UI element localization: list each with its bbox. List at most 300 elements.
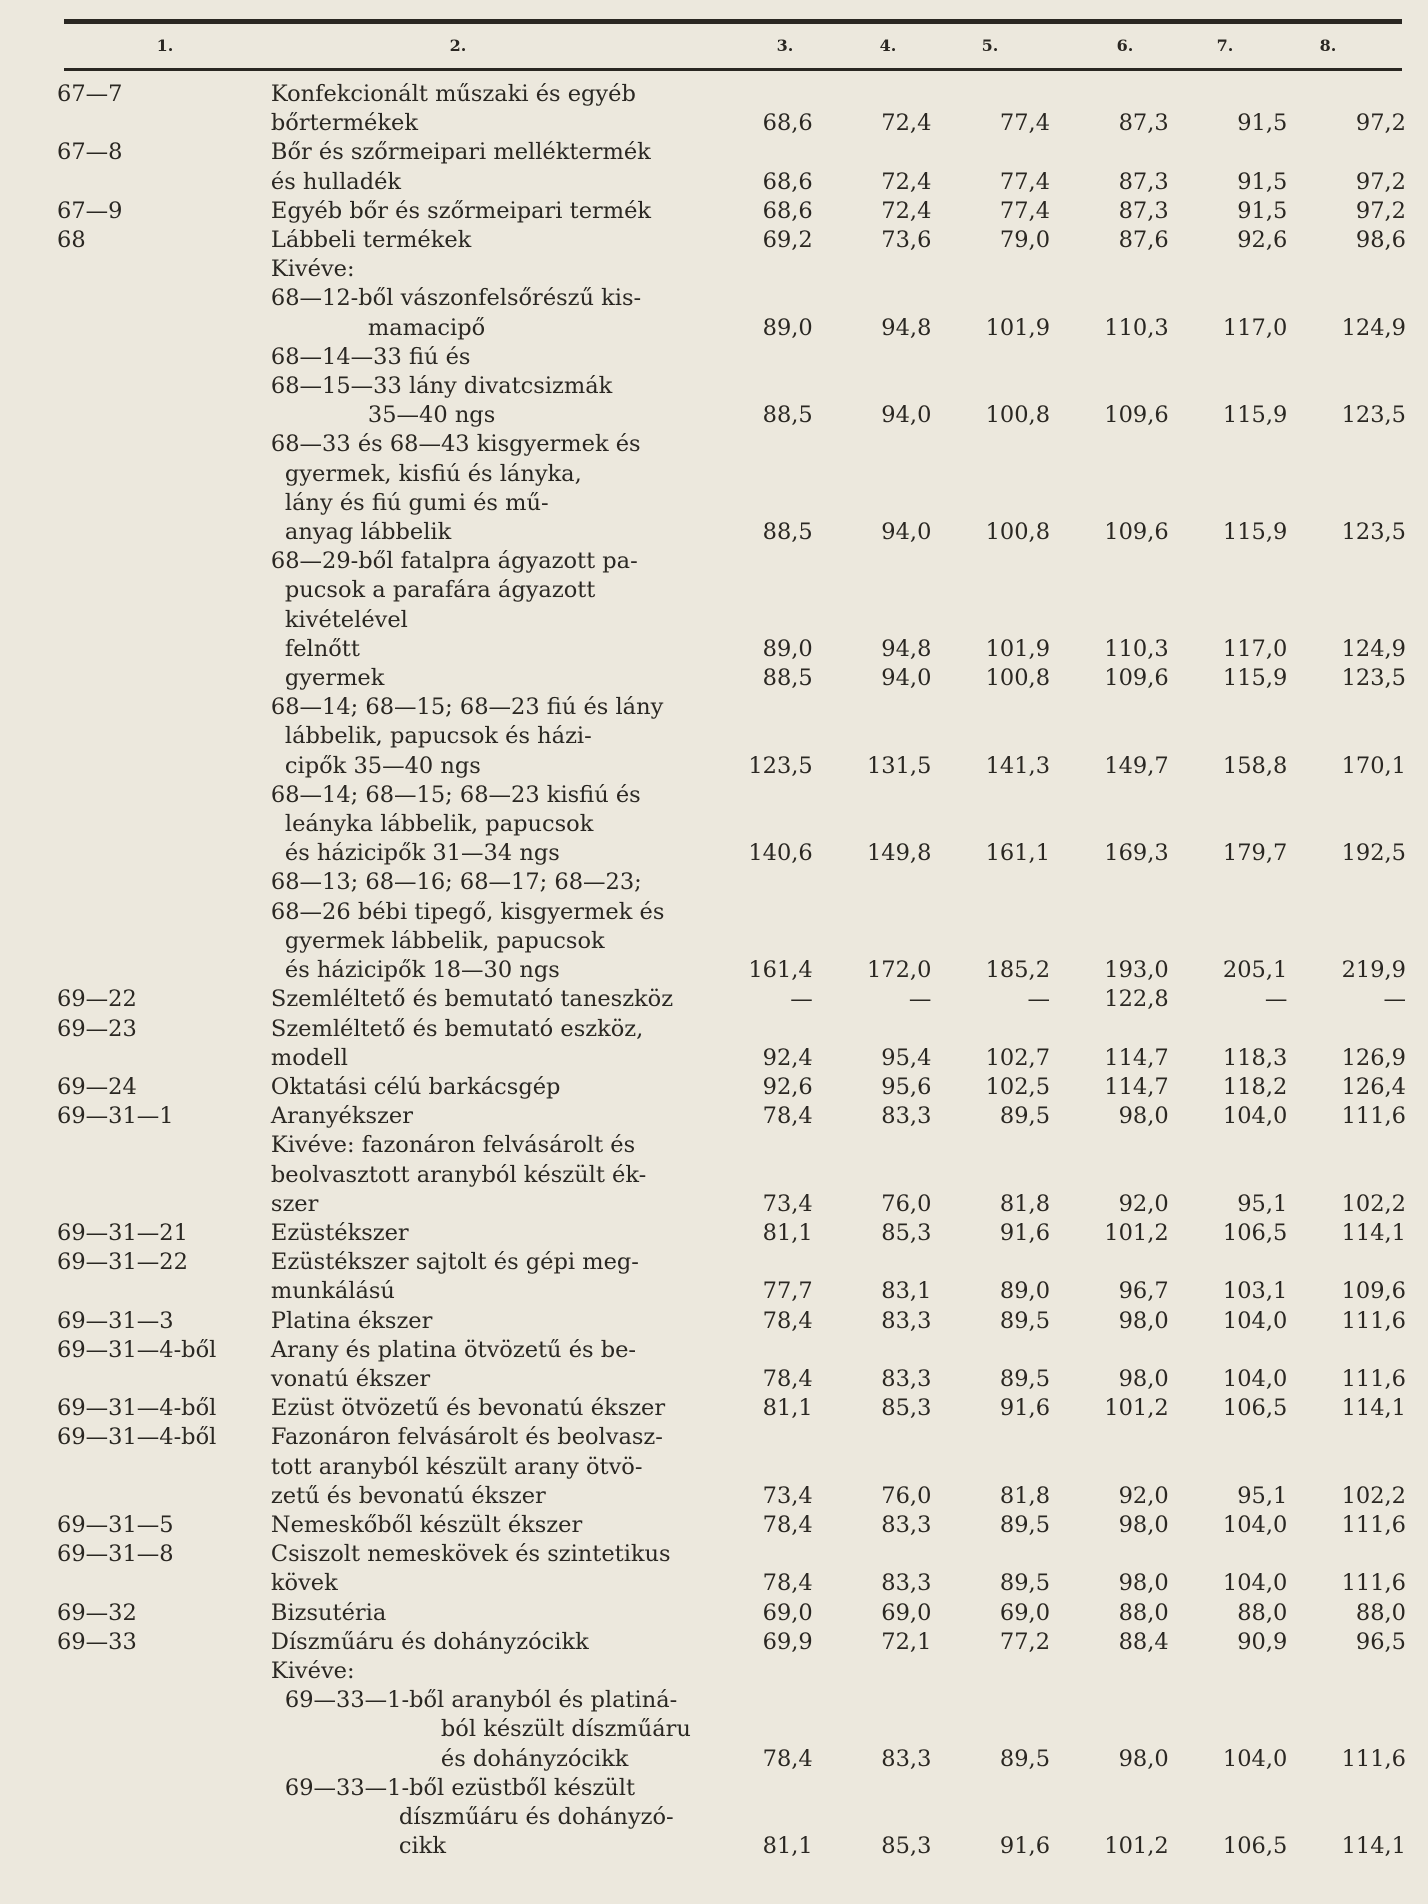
value-col-6: 96,7: [1118, 1278, 1169, 1305]
value-col-5: [953, 810, 1072, 839]
value-col-5: [953, 606, 1072, 635]
value-col-7: [1191, 1540, 1310, 1569]
value-col-5: 81,8: [999, 1190, 1051, 1217]
value-col-8: [1309, 1248, 1428, 1277]
value-col-8: 123,5: [1341, 665, 1406, 692]
value-col-8: [1309, 576, 1428, 605]
value-col-7: 104,0: [1222, 1307, 1288, 1334]
value-col-7: 106,5: [1222, 1395, 1288, 1422]
item-description: 68—29-ből fatalpra ágyazott pa-: [270, 548, 638, 575]
value-col-3: [716, 372, 835, 401]
item-description: Aranyékszer: [270, 1103, 413, 1130]
item-code: [0, 1686, 267, 1715]
item-description: lábbelik, papucsok és házi-: [284, 723, 592, 750]
item-code: [0, 1190, 267, 1219]
value-col-3: [716, 1161, 835, 1190]
value-col-4: 73,6: [881, 227, 932, 254]
value-col-7: 95,1: [1237, 1190, 1288, 1217]
item-code: 69—23: [57, 1015, 137, 1042]
value-col-4: 85,3: [881, 1395, 932, 1422]
item-code: 69—31—1: [57, 1103, 174, 1130]
item-code: [0, 547, 267, 576]
item-description: Ezüstékszer sajtolt és gépi meg-: [270, 1249, 639, 1276]
table-row: [0, 1336, 1428, 1365]
value-col-5: 102,7: [985, 1044, 1051, 1071]
item-description-cell: [267, 1248, 716, 1277]
value-col-4: [835, 430, 954, 459]
value-col-7: [1191, 1248, 1310, 1277]
value-col-7: 92,6: [1237, 227, 1288, 254]
value-col-8: [1309, 489, 1428, 518]
item-description-cell: [267, 1803, 716, 1832]
item-description-cell: [267, 606, 716, 635]
item-description-cell: [267, 1102, 716, 1131]
value-col-3: 69,0: [762, 1599, 813, 1626]
table-row: [0, 1365, 1428, 1394]
value-col-4: 83,3: [881, 1745, 932, 1772]
item-description: pucsok a parafára ágyazott: [284, 577, 596, 604]
value-col-7: 118,2: [1222, 1073, 1288, 1100]
item-description: és házicipők 31—34 ngs: [284, 840, 560, 867]
table-row: [0, 985, 1428, 1014]
value-col-6: [1072, 284, 1191, 313]
table-row: [0, 956, 1428, 985]
item-code: [0, 839, 267, 868]
value-col-8: 111,6: [1341, 1365, 1406, 1392]
item-description: Oktatási célú barkácsgép: [270, 1073, 561, 1100]
value-col-3: 81,1: [762, 1219, 813, 1246]
item-code: [0, 460, 267, 489]
value-col-5: 89,0: [999, 1278, 1051, 1305]
item-description: Ezüstékszer: [270, 1219, 409, 1246]
value-col-6: 193,0: [1104, 957, 1169, 984]
table-row: [0, 810, 1428, 839]
value-col-4: [835, 1657, 954, 1686]
value-col-8: 114,1: [1341, 1833, 1406, 1860]
value-col-6: [1072, 430, 1191, 459]
item-code: [0, 255, 267, 284]
item-description: Nemeskőből készült ékszer: [270, 1511, 583, 1538]
value-col-7: [1191, 868, 1310, 897]
value-col-5: 77,4: [999, 168, 1051, 195]
value-col-4: 131,5: [866, 752, 932, 779]
value-col-8: [1309, 781, 1428, 810]
table-row: [0, 1540, 1428, 1569]
value-col-3: 81,1: [762, 1395, 813, 1422]
value-col-4: 83,1: [881, 1278, 932, 1305]
item-description: Ezüst ötvözetű és bevonatú ékszer: [270, 1395, 666, 1422]
table-row: [0, 1015, 1428, 1044]
value-col-6: 122,8: [1104, 986, 1169, 1013]
table-row: [0, 197, 1428, 226]
value-col-3: 89,0: [762, 314, 813, 341]
value-col-8: [1309, 430, 1428, 459]
item-description: gyermek: [284, 665, 385, 692]
value-col-7: 115,9: [1222, 519, 1288, 546]
value-col-7: [1191, 489, 1310, 518]
item-description-cell: [267, 284, 716, 313]
value-col-5: 77,4: [999, 197, 1051, 224]
item-description: 69—33—1-ből ezüstből készült: [284, 1774, 636, 1801]
item-description-cell: [267, 1190, 716, 1219]
value-col-8: 219,9: [1341, 957, 1406, 984]
value-col-7: 88,0: [1237, 1599, 1288, 1626]
value-col-8: [1309, 1453, 1428, 1482]
value-col-5: 89,5: [999, 1365, 1051, 1392]
value-col-8: 97,2: [1355, 197, 1406, 224]
item-description-cell: [267, 401, 716, 430]
value-col-6: [1072, 343, 1191, 372]
value-col-6: 149,7: [1104, 752, 1169, 779]
item-code: [0, 1657, 267, 1686]
item-description-cell: [267, 1073, 716, 1102]
value-col-6: [1072, 722, 1191, 751]
value-col-5: [953, 868, 1072, 897]
table-row: [0, 168, 1428, 197]
value-col-7: 205,1: [1222, 957, 1288, 984]
value-col-3: 78,4: [762, 1103, 813, 1130]
value-col-5: [953, 1336, 1072, 1365]
item-description: 68—13; 68—16; 68—17; 68—23;: [270, 869, 642, 896]
item-description: és házicipők 18—30 ngs: [284, 957, 560, 984]
value-col-4: [835, 898, 954, 927]
value-col-7: 104,0: [1222, 1365, 1288, 1392]
column-header-7: 7.: [1216, 36, 1234, 55]
value-col-7: 179,7: [1222, 840, 1288, 867]
value-col-8: [1309, 547, 1428, 576]
table-row: [0, 1569, 1428, 1598]
value-col-7: [1191, 1774, 1310, 1803]
value-col-8: 124,9: [1341, 635, 1406, 662]
value-col-3: 123,5: [748, 752, 813, 779]
item-description: Konfekcionált műszaki és egyéb: [270, 81, 636, 107]
item-description: Fazonáron felvásárolt és beolvasz-: [270, 1424, 663, 1451]
value-col-5: 77,2: [999, 1628, 1051, 1655]
value-col-8: [1309, 868, 1428, 897]
table-row: [0, 284, 1428, 313]
value-col-8: 96,5: [1355, 1628, 1406, 1655]
item-description-cell: [267, 1599, 716, 1628]
value-col-6: [1072, 810, 1191, 839]
value-col-4: 85,3: [881, 1219, 932, 1246]
value-col-7: 91,5: [1237, 110, 1288, 137]
value-col-5: 100,8: [985, 402, 1051, 429]
value-col-6: 98,0: [1118, 1365, 1169, 1392]
item-description: 69—33—1-ből aranyból és platiná-: [284, 1687, 678, 1714]
item-code: [0, 109, 267, 138]
value-col-8: [1309, 460, 1428, 489]
value-col-4: 83,3: [881, 1570, 932, 1597]
item-code: 69—31—4-ből: [57, 1424, 217, 1451]
value-col-7: 104,0: [1222, 1511, 1288, 1538]
item-description: lány és fiú gumi és mű-: [284, 489, 549, 516]
item-description-cell: [267, 1336, 716, 1365]
value-col-7: —: [1264, 986, 1288, 1013]
value-col-6: [1072, 138, 1191, 167]
item-code: [0, 1453, 267, 1482]
value-col-5: 77,4: [999, 110, 1051, 137]
value-col-7: 91,5: [1237, 168, 1288, 195]
item-description-cell: [267, 898, 716, 927]
item-description: 35—40 ngs: [367, 402, 496, 429]
value-col-8: [1309, 606, 1428, 635]
value-col-6: 87,3: [1118, 110, 1169, 137]
value-col-6: [1072, 1131, 1191, 1160]
value-col-4: 149,8: [866, 840, 932, 867]
item-description-cell: [267, 255, 716, 284]
table-row: [0, 693, 1428, 722]
table-row: [0, 1745, 1428, 1774]
table-row: [0, 664, 1428, 693]
value-col-3: [716, 430, 835, 459]
item-description-cell: [267, 168, 716, 197]
value-col-8: 97,2: [1355, 110, 1406, 137]
item-code: [0, 372, 267, 401]
value-col-4: [835, 80, 954, 109]
value-col-4: [835, 1015, 954, 1044]
item-description-cell: [267, 1423, 716, 1452]
value-col-5: [953, 372, 1072, 401]
value-col-4: [835, 138, 954, 167]
value-col-6: [1072, 489, 1191, 518]
column-header-2: 2.: [449, 36, 467, 55]
table-row: [0, 898, 1428, 927]
value-col-7: [1191, 606, 1310, 635]
table-row: [0, 752, 1428, 781]
table-row: [0, 781, 1428, 810]
value-col-5: [953, 138, 1072, 167]
value-col-3: [716, 576, 835, 605]
value-col-5: 81,8: [999, 1482, 1051, 1509]
item-description: gyermek lábbelik, papucsok: [284, 927, 605, 954]
table-row: [0, 343, 1428, 372]
value-col-4: [835, 1686, 954, 1715]
value-col-3: 78,4: [762, 1365, 813, 1392]
table-row: [0, 401, 1428, 430]
value-col-7: [1191, 1336, 1310, 1365]
item-description: szer: [270, 1190, 319, 1217]
value-col-6: [1072, 576, 1191, 605]
item-code: [0, 606, 267, 635]
value-col-4: 94,0: [881, 402, 932, 429]
item-code: 67—8: [57, 139, 123, 166]
value-col-4: 94,8: [881, 635, 932, 662]
value-col-7: [1191, 284, 1310, 313]
value-col-4: 85,3: [881, 1833, 932, 1860]
table-row: [0, 1657, 1428, 1686]
value-col-3: [716, 1423, 835, 1452]
value-col-7: [1191, 1453, 1310, 1482]
value-col-4: 72,1: [881, 1628, 932, 1655]
value-col-4: [835, 576, 954, 605]
item-code: [0, 1044, 267, 1073]
value-col-5: 91,6: [999, 1833, 1051, 1860]
item-code: 69—31—4-ből: [57, 1336, 217, 1363]
item-code: [0, 1131, 267, 1160]
value-col-4: 72,4: [881, 168, 932, 195]
table-row: [0, 314, 1428, 343]
item-description-cell: [267, 372, 716, 401]
value-col-7: [1191, 255, 1310, 284]
item-description-cell: [267, 1745, 716, 1774]
item-description-cell: [267, 1044, 716, 1073]
value-col-4: [835, 1248, 954, 1277]
value-col-8: [1309, 722, 1428, 751]
value-col-6: 101,2: [1104, 1833, 1169, 1860]
item-code: [0, 1832, 267, 1861]
value-col-6: 98,0: [1118, 1103, 1169, 1130]
value-col-5: [953, 284, 1072, 313]
value-col-7: [1191, 898, 1310, 927]
table-row: [0, 1803, 1428, 1832]
value-col-7: [1191, 1423, 1310, 1452]
value-col-5: [953, 722, 1072, 751]
table-row: [0, 1686, 1428, 1715]
value-col-6: [1072, 1248, 1191, 1277]
value-col-4: 76,0: [881, 1482, 932, 1509]
value-col-8: [1309, 372, 1428, 401]
value-col-4: [835, 781, 954, 810]
value-col-5: [953, 80, 1072, 109]
value-col-7: [1191, 138, 1310, 167]
value-col-8: 111,6: [1341, 1103, 1406, 1130]
item-description-cell: [267, 460, 716, 489]
value-col-8: [1309, 810, 1428, 839]
item-code: [0, 1569, 267, 1598]
item-description: modell: [270, 1044, 348, 1071]
value-col-3: 140,6: [748, 840, 813, 867]
item-description-cell: [267, 1628, 716, 1657]
value-col-7: [1191, 781, 1310, 810]
value-col-3: [716, 343, 835, 372]
item-description: 68—14—33 fiú és: [270, 343, 471, 370]
value-col-3: [716, 138, 835, 167]
value-col-3: [716, 1803, 835, 1832]
value-col-7: [1191, 80, 1310, 109]
value-col-5: 89,5: [999, 1307, 1051, 1334]
item-code: 69—22: [57, 986, 137, 1013]
value-col-3: 89,0: [762, 635, 813, 662]
value-col-7: 104,0: [1222, 1103, 1288, 1130]
item-code: [0, 956, 267, 985]
value-col-3: 88,5: [762, 519, 813, 546]
value-col-3: [716, 1453, 835, 1482]
item-description: leányka lábbelik, papucsok: [284, 811, 594, 838]
value-col-4: 83,3: [881, 1103, 932, 1130]
table-row: [0, 1073, 1428, 1102]
value-col-3: [716, 810, 835, 839]
value-col-3: [716, 1131, 835, 1160]
value-col-3: 77,7: [762, 1278, 813, 1305]
table-row: [0, 1044, 1428, 1073]
item-description-cell: [267, 1657, 716, 1686]
item-code: [0, 1482, 267, 1511]
value-col-6: [1072, 606, 1191, 635]
value-col-5: [953, 547, 1072, 576]
value-col-8: 126,9: [1341, 1044, 1406, 1071]
value-col-3: [716, 606, 835, 635]
item-code: 69—31—22: [57, 1249, 188, 1276]
value-col-6: 101,2: [1104, 1395, 1169, 1422]
value-col-6: 98,0: [1118, 1511, 1169, 1538]
table-row: [0, 1511, 1428, 1540]
value-col-6: [1072, 1540, 1191, 1569]
value-col-3: [716, 460, 835, 489]
table-row: [0, 927, 1428, 956]
value-col-8: [1309, 927, 1428, 956]
value-col-7: 104,0: [1222, 1570, 1288, 1597]
value-col-8: 109,6: [1341, 1278, 1406, 1305]
table-row: [0, 460, 1428, 489]
value-col-8: 111,6: [1341, 1511, 1406, 1538]
item-description-cell: [267, 1569, 716, 1598]
value-col-4: [835, 1336, 954, 1365]
value-col-3: 92,6: [762, 1073, 813, 1100]
value-col-3: [716, 1774, 835, 1803]
item-description-cell: [267, 1686, 716, 1715]
value-col-3: [716, 781, 835, 810]
value-col-8: 124,9: [1341, 314, 1406, 341]
value-col-7: 115,9: [1222, 402, 1288, 429]
value-col-4: [835, 1540, 954, 1569]
value-col-5: [953, 1161, 1072, 1190]
item-description: Szemléltető és bemutató taneszköz: [270, 986, 674, 1013]
item-code: [0, 927, 267, 956]
value-col-4: 83,3: [881, 1307, 932, 1334]
item-description-cell: [267, 1715, 716, 1744]
value-col-5: —: [1027, 986, 1051, 1013]
item-description-cell: [267, 430, 716, 459]
value-col-8: [1309, 80, 1428, 109]
value-col-5: 100,8: [985, 665, 1051, 692]
item-code: [0, 168, 267, 197]
value-col-3: 92,4: [762, 1044, 813, 1071]
table-row: [0, 547, 1428, 576]
item-code: [0, 752, 267, 781]
item-description: Egyéb bőr és szőrmeipari termék: [270, 197, 652, 224]
value-col-3: [716, 1015, 835, 1044]
item-code: [0, 1803, 267, 1832]
table-row: [0, 606, 1428, 635]
value-col-6: 88,4: [1118, 1628, 1169, 1655]
value-col-5: 79,0: [999, 227, 1051, 254]
item-description: vonatú ékszer: [270, 1365, 431, 1392]
value-col-5: [953, 489, 1072, 518]
value-col-4: —: [908, 986, 932, 1013]
value-col-4: [835, 1453, 954, 1482]
value-col-3: [716, 898, 835, 927]
item-description-cell: [267, 722, 716, 751]
value-col-3: [716, 284, 835, 313]
value-col-5: 89,5: [999, 1511, 1051, 1538]
value-col-6: 109,6: [1104, 519, 1169, 546]
table-row: [0, 1131, 1428, 1160]
item-code: [0, 1745, 267, 1774]
value-col-5: 89,5: [999, 1570, 1051, 1597]
value-col-3: [716, 80, 835, 109]
item-description: 68—26 bébi tipegő, kisgyermek és: [270, 898, 665, 925]
value-col-8: [1309, 1015, 1428, 1044]
value-col-4: [835, 868, 954, 897]
value-col-7: [1191, 576, 1310, 605]
value-col-3: 73,4: [762, 1190, 813, 1217]
value-col-6: [1072, 460, 1191, 489]
value-col-6: [1072, 868, 1191, 897]
item-description-cell: [267, 1015, 716, 1044]
item-description-cell: [267, 1453, 716, 1482]
item-code: 69—24: [57, 1073, 137, 1100]
value-col-4: [835, 722, 954, 751]
